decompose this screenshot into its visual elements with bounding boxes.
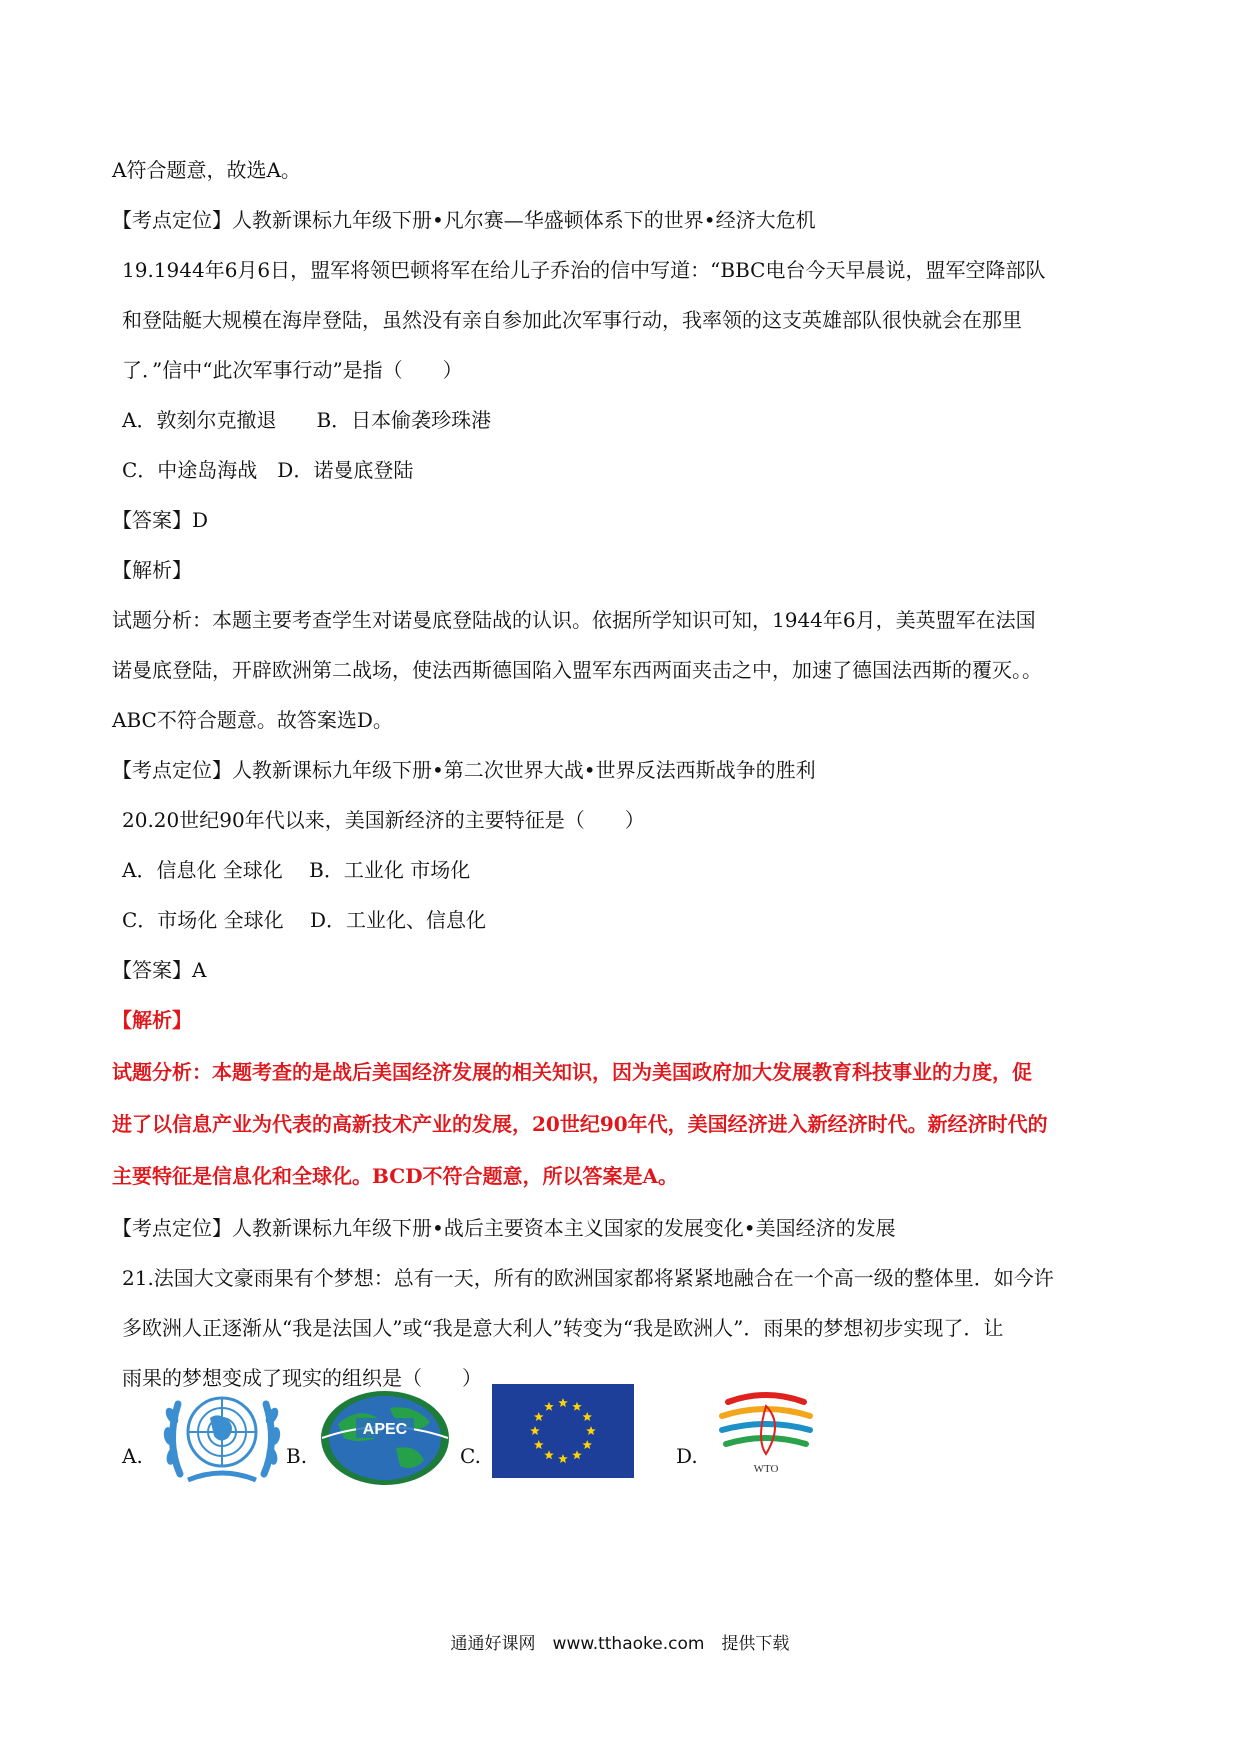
q21-stem-3: 雨果的梦想变成了现实的组织是（ ） — [122, 1366, 482, 1390]
page-footer: 通通好课网 www.tthaoke.com 提供下载 — [450, 1634, 790, 1654]
q19-kaodian: 【考点定位】人教新课标九年级下册•第二次世界大战•世界反法西斯战争的胜利 — [112, 758, 816, 782]
apec-logo-text: APEC — [362, 1421, 408, 1438]
line-answer-prev: A符合题意，故选A。 — [112, 158, 301, 182]
q19-stem-1: 19.1944年6月6日，盟军将领巴顿将军在给儿子乔治的信中写道：“BBC电台今天早晨说，盟军空降部队 — [122, 258, 1046, 282]
q21-option-b-label: B. — [286, 1444, 308, 1468]
q19-stem-2: 和登陆艇大规模在海岸登陆，虽然没有亲自参加此次军事行动，我率领的这支英雄部队很快就会在那里 — [122, 308, 1022, 332]
q20-stem: 20.20世纪90年代以来，美国新经济的主要特征是（ ） — [122, 808, 645, 832]
q20-analysis-heading: 【解析】 — [112, 1008, 192, 1032]
q20-options-ab: A．信息化 全球化 B．工业化 市场化 — [122, 858, 471, 882]
un-emblem-icon — [158, 1382, 286, 1490]
q20-kaodian: 【考点定位】人教新课标九年级下册•战后主要资本主义国家的发展变化•美国经济的发展 — [112, 1216, 896, 1240]
q19-options-cd: C．中途岛海战 D．诺曼底登陆 — [122, 458, 414, 482]
q20-analysis-2: 进了以信息产业为代表的高新技术产业的发展，20世纪90年代，美国经济进入新经济时代。新经济时代的 — [112, 1112, 1048, 1136]
q20-analysis-1: 试题分析：本题考查的是战后美国经济发展的相关知识，因为美国政府加大发展教育科技事业的力度，促 — [112, 1060, 1032, 1084]
q20-analysis-3: 主要特征是信息化和全球化。BCD不符合题意，所以答案是A。 — [112, 1164, 679, 1188]
wto-logo-icon — [716, 1388, 816, 1480]
q21-option-a-label: A. — [122, 1444, 143, 1468]
q21-option-d-label: D. — [676, 1444, 698, 1468]
q20-answer: 【答案】A — [112, 958, 207, 982]
eu-flag-icon — [492, 1384, 634, 1478]
q19-options-ab: A．敦刻尔克撤退 B．日本偷袭珍珠港 — [122, 408, 492, 432]
q19-analysis-heading: 【解析】 — [112, 558, 192, 582]
q21-stem-2: 多欧洲人正逐渐从“我是法国人”或“我是意大利人”转变为“我是欧洲人”．雨果的梦想初步实现了．让 — [122, 1316, 1004, 1340]
apec-logo-icon — [318, 1388, 452, 1488]
q20-options-cd: C．市场化 全球化 D．工业化、信息化 — [122, 908, 487, 932]
wto-logo-text: WTO — [753, 1463, 779, 1475]
q21-stem-1: 21.法国大文豪雨果有个梦想：总有一天，所有的欧洲国家都将紧紧地融合在一个高一级的整体里．如今许 — [122, 1266, 1054, 1290]
q19-answer: 【答案】D — [112, 508, 209, 532]
q19-analysis-2: 诺曼底登陆，开辟欧洲第二战场，使法西斯德国陷入盟军东西两面夹击之中，加速了德国法西斯的覆灭。。 — [112, 658, 1042, 682]
q19-stem-3: 了．”信中“此次军事行动”是指（ ） — [122, 358, 463, 382]
line-kaodian-18: 【考点定位】人教新课标九年级下册•凡尔赛—华盛顿体系下的世界•经济大危机 — [112, 208, 816, 232]
q21-option-c-label: C. — [460, 1444, 481, 1468]
q19-analysis-3: ABC不符合题意。故答案选D。 — [112, 708, 393, 732]
q19-analysis-1: 试题分析：本题主要考查学生对诺曼底登陆战的认识。依据所学知识可知，1944年6月，美英盟军在法国 — [112, 608, 1036, 632]
